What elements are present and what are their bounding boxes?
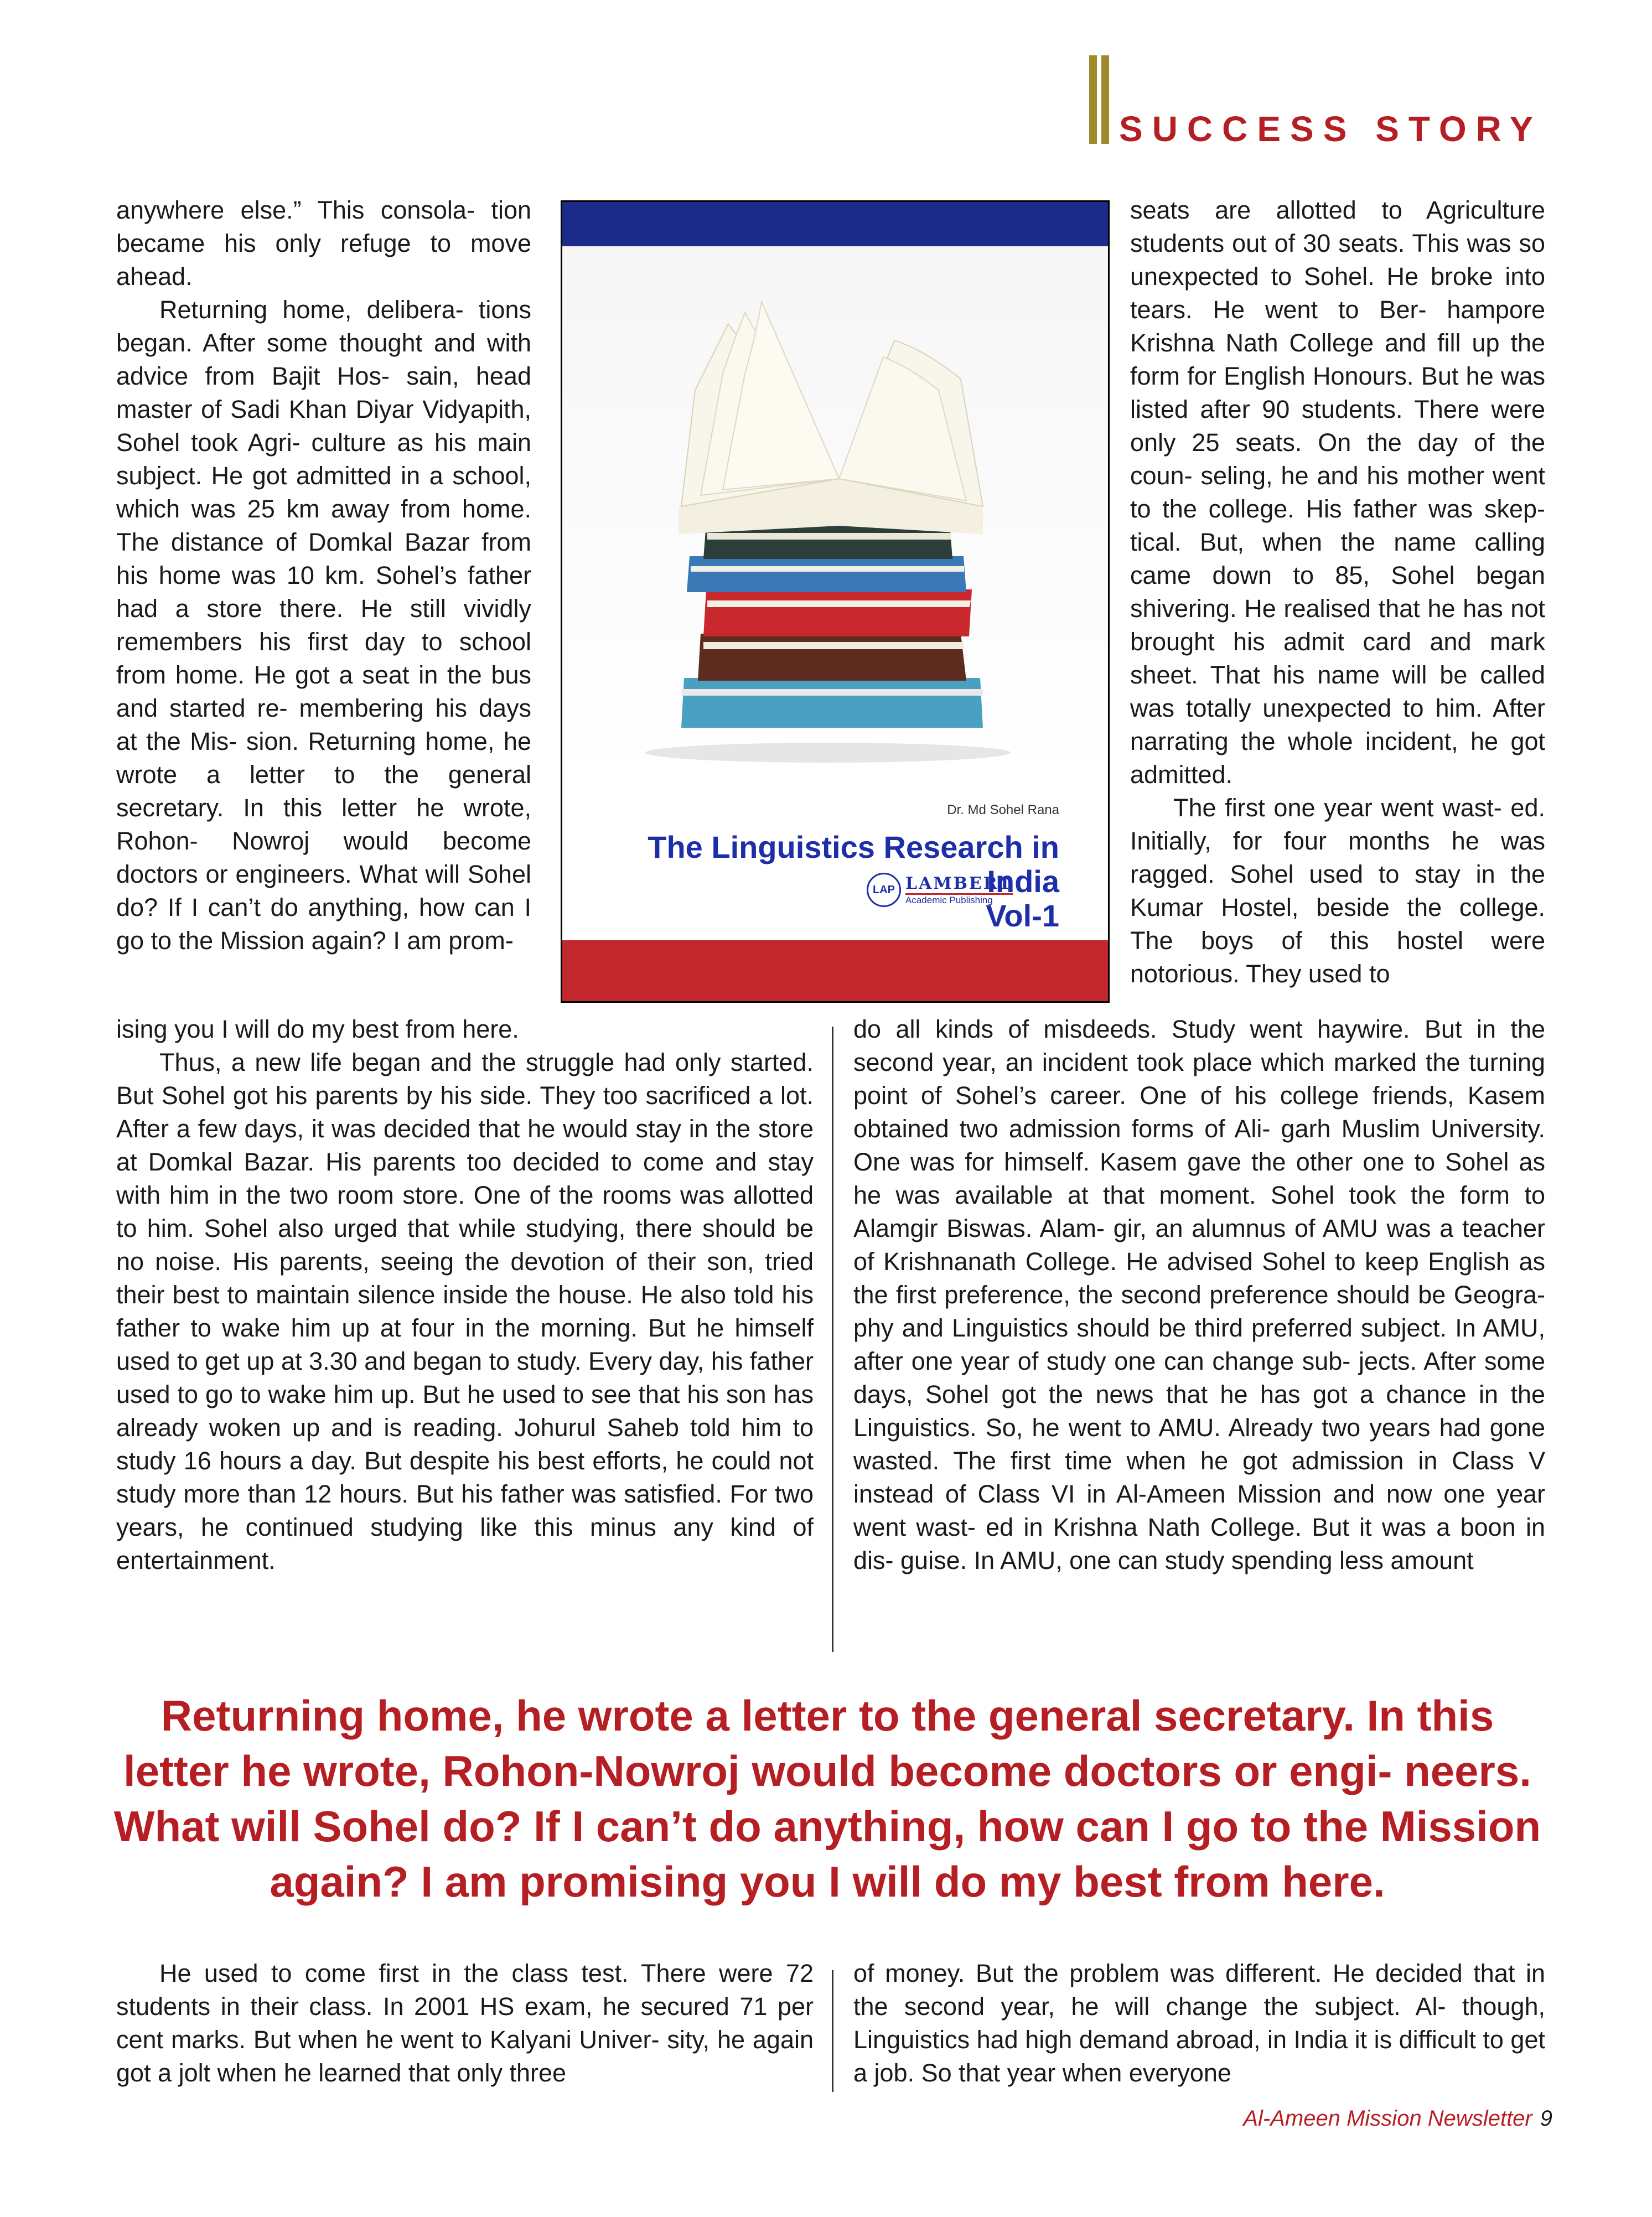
book-cover-image bbox=[561, 200, 1110, 1003]
article-paragraph: anywhere else.” This consola- tion became his only refuge to move ahead. bbox=[116, 196, 531, 291]
article-col2-mid bbox=[853, 1013, 1545, 1577]
cover-title-line: India bbox=[987, 864, 1059, 899]
pull-quote: Returning home, he wrote a letter to the general secretary. In this letter he wrote, Rohon-Nowroj would become doctors or engi- neers. What will Sohel do? If I can’t do anything, how can I go to the Mission again? I am promising you I will do my best from here. bbox=[113, 1691, 1541, 1906]
article-col1-bottom bbox=[116, 1957, 814, 2090]
publisher-logo bbox=[867, 873, 1013, 907]
cover-top-band bbox=[562, 202, 1108, 246]
cover-author: Dr. Md Sohel Rana bbox=[947, 802, 1059, 817]
article-paragraph: Returning home, delibera- tions began. After some thought and with advice from Bajit Hos- sain, head master of Sadi Khan Diyar Vidyapith, Sohel took Agri- culture as his main subject. He got admitted in a school, which was 25 km away from home. The distance of Domkal Bazar from his home was 10 km. Sohel’s father had a store there. He still vividly remembers his first day to school from home. He got a seat in the bus and started re- membering his days at the Mis- sion. Returning home, he wrote a letter to the general secretary. In this letter he wrote, Rohon- Nowroj would become doctors or engineers. What will Sohel do? If I can’t do anything, how can I go to the Mission again? I am prom- bbox=[116, 296, 531, 955]
section-bar-left bbox=[1089, 55, 1097, 144]
cover-bottom-band bbox=[562, 940, 1108, 1001]
column-divider bbox=[832, 1027, 833, 1652]
section-title: SUCCESS STORY bbox=[1119, 109, 1543, 149]
article-paragraph: Thus, a new life began and the struggle had only started. But Sohel got his parents by his side. They too sacrificed a lot. After a few days, it was decided that he would stay in the store at Domkal Bazar. His parents too decided to come and stay with him in the two room store. One of the rooms was allotted to him. Sohel also urged that while studying, there should be no noise. His parents, seeing the devotion of their son, tried their best to maintain silence inside the house. He also told his father to wake him up at four in the morning. But he himself used to get up at 3.30 and began to study. Every day, his father used to go to wake him up. But he used to see that his son has already woken up and is reading. Johurul Saheb told him to study 16 hours a day. But despite his best efforts, he could not study more than 12 hours. But his father was satisfied. For two years, he continued studying like this minus any kind of entertainment. bbox=[116, 1048, 814, 1574]
section-bar-right bbox=[1101, 55, 1109, 144]
column-divider bbox=[832, 1970, 833, 2092]
article-paragraph: do all kinds of misdeeds. Study went haywire. But in the second year, an incident took place which marked the turning point of Sohel’s career. One of his college friends, Kasem obtained two admission forms of Ali- garh Muslim University. One was for himself. Kasem gave the other one to Sohel as he was available at that moment. Sohel took the form to Alamgir Biswas. Alam- gir, an alumnus of AMU was a teacher of Krishnanath College. He advised Sohel to keep English as the first preference, the second preference should be Geogra- phy and Linguistics should be third preferred subject. In AMU, after one year of study one can change sub- jects. After some days, Sohel got the news that he has got a chance in the Linguistics. So, he went to AMU. Already two years had gone wasted. The first time when he got admission in Class V instead of Class VI in Al-Ameen Mission and now one year went wast- ed in Krishna Nath College. But it was a boon in dis- guise. In AMU, one can study spending less amount bbox=[853, 1015, 1545, 1574]
publisher-text bbox=[905, 874, 1013, 906]
article-paragraph: He used to come first in the class test. There were 72 students in their class. In 2001 HS exam, he secured 71 per cent marks. But when he went to Kalyani Univer- sity, he again got a jolt when he learned that only three bbox=[116, 1959, 814, 2087]
article-paragraph: seats are allotted to Agriculture students out of 30 seats. This was so unexpected to Sohel. He broke into tears. He went to Ber- hampore Krishna Nath College and fill up the form for English Honours. But he was listed after 90 students. There were only 25 seats. On the day of the coun- seling, he and his mother went to the college. His father was skep- tical. But, when the name calling came down to 85, Sohel began shivering. He realised that he has not brought his admit card and mark sheet. That his name will be called was totally unexpected to him. After narrating the whole incident, he got admitted. bbox=[1130, 196, 1545, 789]
article-paragraph: The first one year went wast- ed. Initially, for four months he was ragged. Sohel used to stay in the Kumar Hostel, beside the college. The boys of this hostel were notorious. They used to bbox=[1130, 794, 1545, 988]
article-paragraph: of money. But the problem was different. He decided that in the second year, he will change the subject. Al- though, Linguistics had high demand abroad, in India it is difficult to get a job. So that year when everyone bbox=[853, 1959, 1545, 2087]
newsletter-name: Al-Ameen Mission Newsletter bbox=[1243, 2106, 1532, 2131]
cover-title-line: Vol-1 bbox=[986, 898, 1059, 933]
book-stack-illustration bbox=[562, 246, 1110, 778]
article-col1-mid bbox=[116, 1013, 814, 1577]
lap-badge-icon: LAP bbox=[867, 873, 901, 907]
book-stack-photo bbox=[562, 246, 1108, 778]
page-footer bbox=[1243, 2106, 1552, 2131]
publisher-sub: Academic Publishing bbox=[905, 895, 993, 905]
article-col2-top bbox=[1130, 194, 1545, 991]
cover-title-line: The Linguistics Research in bbox=[648, 830, 1059, 864]
publisher-name: LAMBERT bbox=[905, 874, 1013, 895]
page-number: 9 bbox=[1540, 2106, 1552, 2131]
article-paragraph: ising you I will do my best from here. bbox=[116, 1015, 519, 1043]
article-col2-bottom bbox=[853, 1957, 1545, 2090]
article-col1-top bbox=[116, 194, 531, 957]
